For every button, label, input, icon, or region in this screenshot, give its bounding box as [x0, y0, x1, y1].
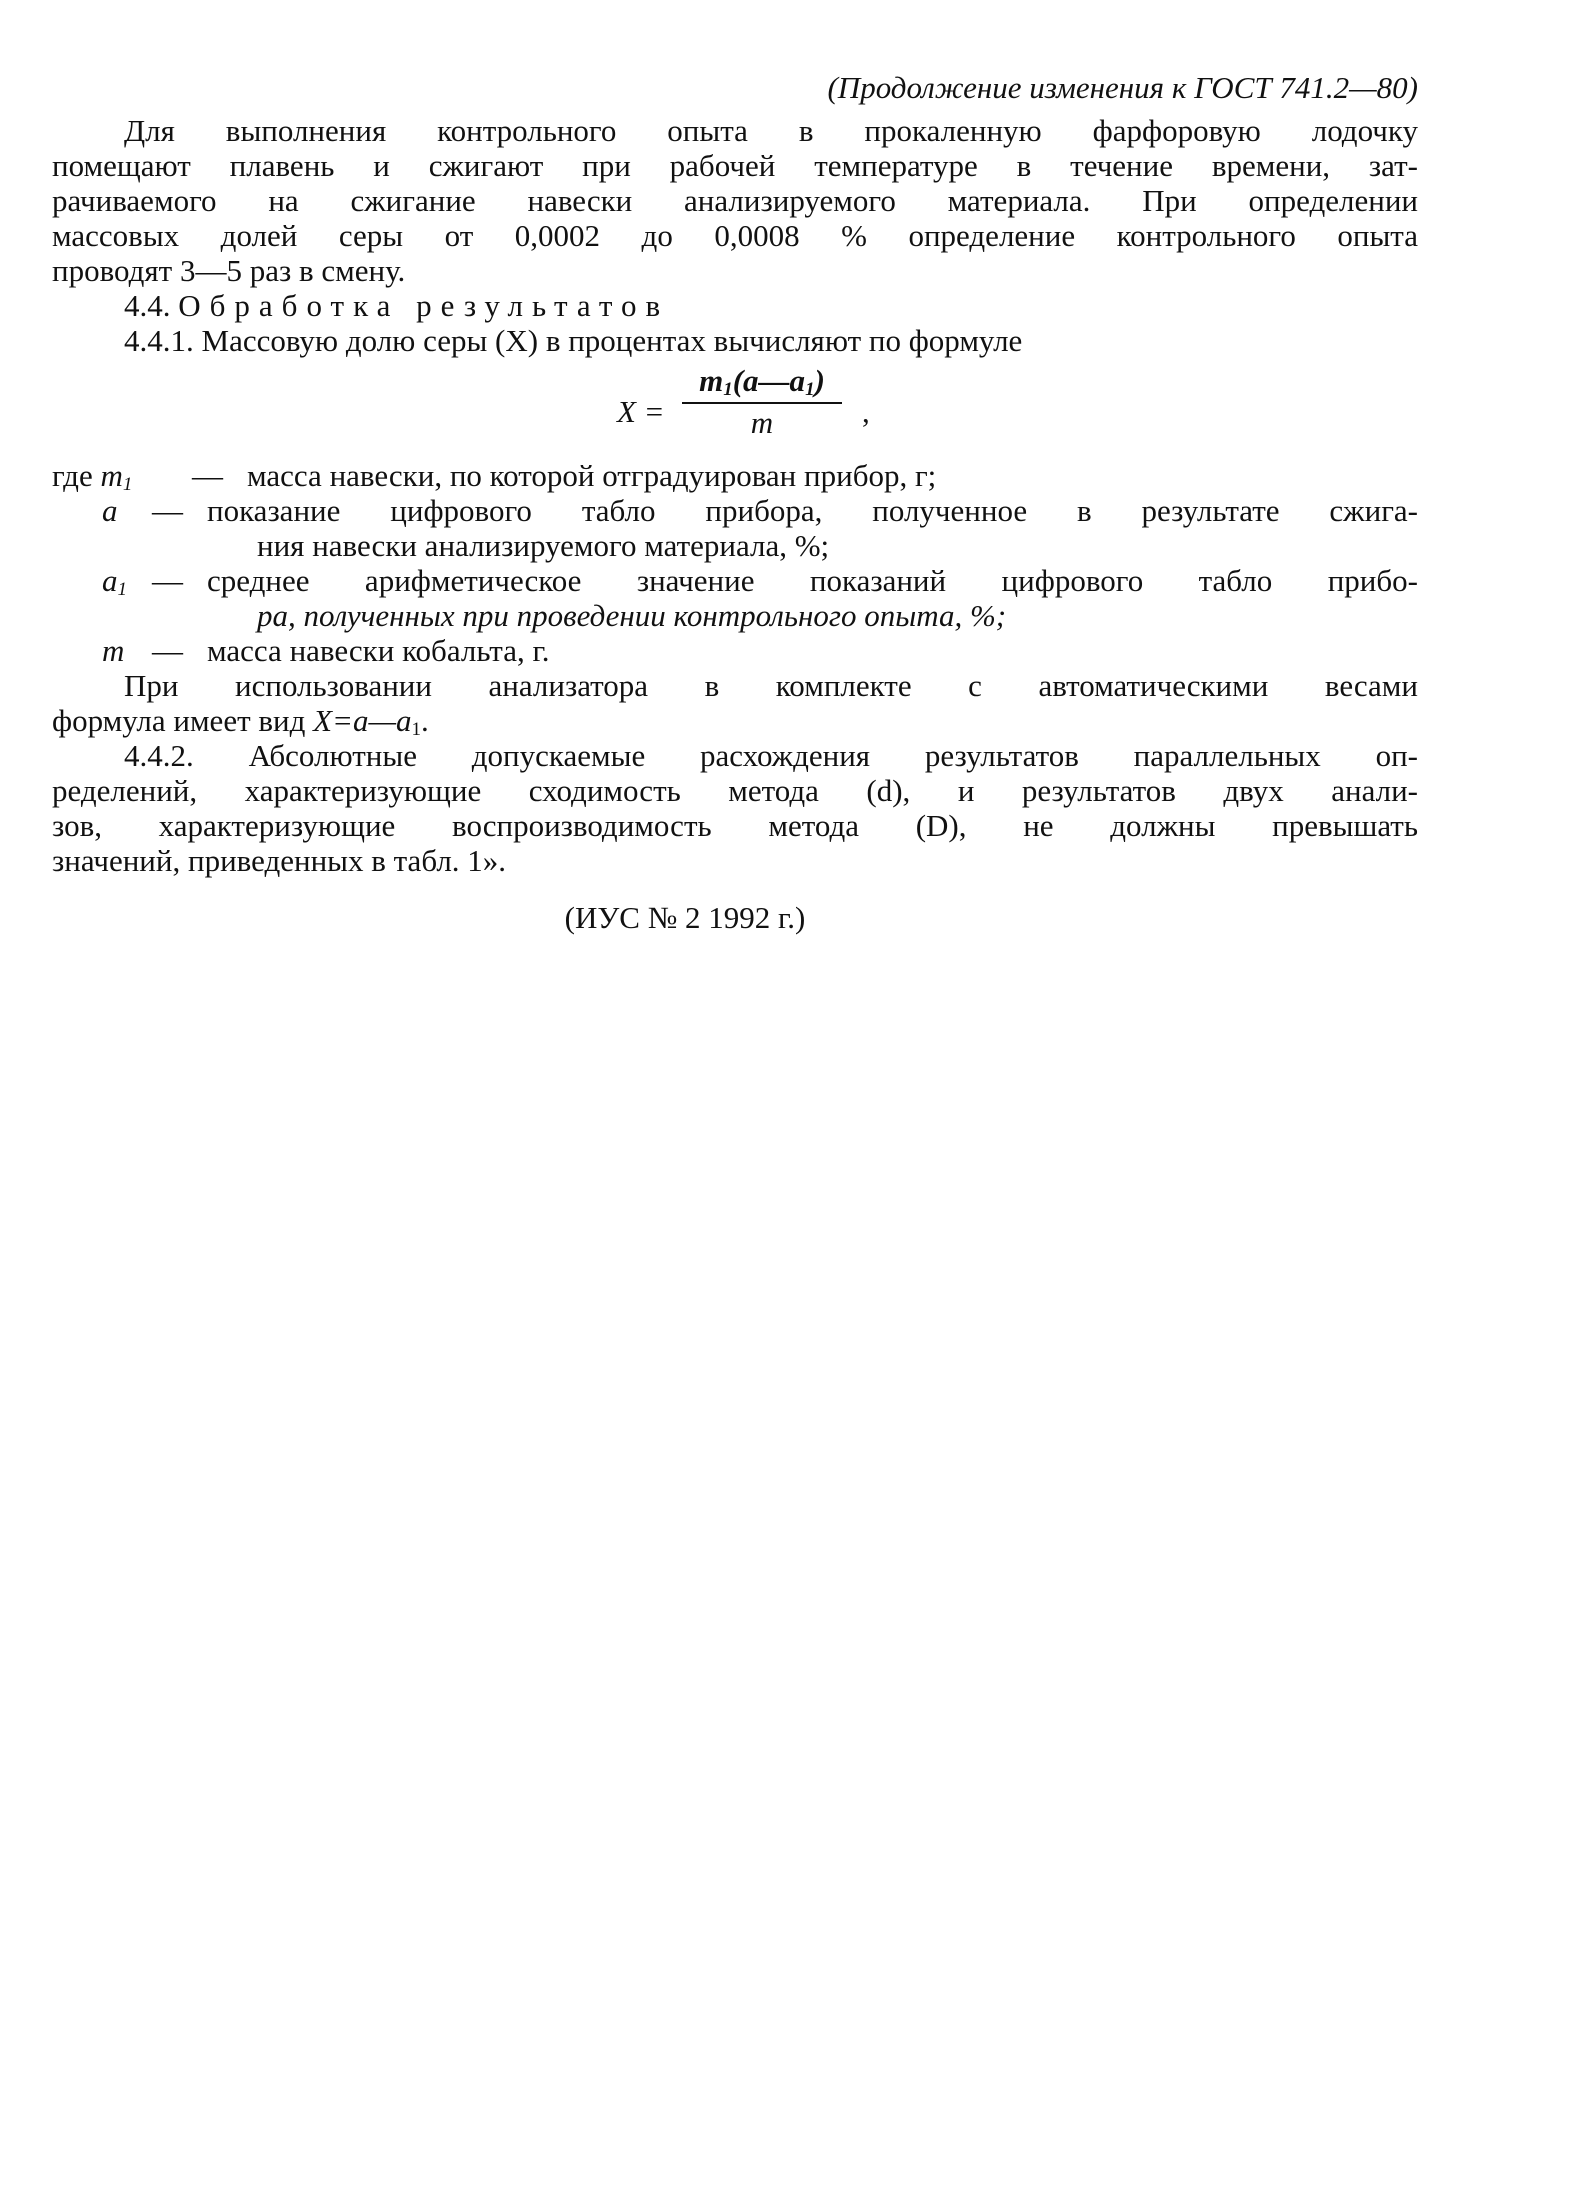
- text-line: 4.4.2. Абсолютные допускаемые расхождения результатов параллельных оп-: [124, 738, 1418, 773]
- definition-text: масса навески, по которой отградуирован прибор, г;: [247, 458, 937, 493]
- text-line: рачиваемого на сжигание навески анализируемого материала. При определении: [52, 183, 1418, 218]
- document-page: [52, 70, 1418, 935]
- dash: —: [192, 458, 223, 493]
- definition-symbol: [52, 633, 152, 668]
- formula-lhs: X =: [617, 394, 665, 429]
- formula: [52, 358, 1418, 458]
- definition-text: показание цифрового табло прибора, полученное в результате сжига-: [207, 493, 1418, 528]
- subscript: 1: [117, 579, 127, 600]
- dash: —: [152, 563, 183, 598]
- definition-m: [52, 633, 1418, 668]
- dash: —: [152, 633, 183, 668]
- text-line: помещают плавень и сжигают при рабочей температуре в течение времени, зат-: [52, 148, 1418, 183]
- definitions-list: [52, 458, 1418, 668]
- section-heading-4-4: [52, 288, 1418, 323]
- definition-text-continued: ра, полученных при проведении контрольного опыта, %;: [257, 598, 1007, 633]
- continuation-header: (Продолжение изменения к ГОСТ 741.2—80): [827, 70, 1418, 105]
- paragraph-control-experiment: [52, 113, 1418, 288]
- definition-a1: [52, 563, 1418, 598]
- symbol: m: [102, 633, 125, 668]
- definition-m1: [52, 458, 1418, 493]
- definition-symbol: [52, 458, 192, 493]
- formula-numerator: [682, 364, 842, 398]
- formula-denominator: m: [750, 405, 774, 440]
- text-line: ределений, характеризующие сходимость метода (d), и результатов двух анали-: [52, 773, 1418, 808]
- text-fragment: .: [421, 703, 429, 738]
- definition-text-continued: ния навески анализируемого материала, %;: [257, 528, 830, 563]
- where-label: где: [52, 458, 93, 493]
- paren-close: ): [814, 363, 825, 398]
- subscript: 1: [411, 719, 422, 740]
- subscript: 1: [122, 474, 133, 495]
- amendment-source: (ИУС № 2 1992 г.): [564, 900, 806, 935]
- subscript: 1: [805, 379, 815, 400]
- text-line: [52, 703, 1418, 738]
- fraction-bar: [682, 402, 842, 404]
- text-line: массовых долей серы от 0,0002 до 0,0008 % определение контрольного опыта: [52, 218, 1418, 253]
- text-line: проводят 3—5 раз в смену.: [52, 253, 406, 288]
- definition-text: среднее арифметическое значение показаний цифрового табло прибо-: [207, 563, 1418, 598]
- section-4-4-1: 4.4.1. Массовую долю серы (X) в процентах вычисляют по формуле: [124, 323, 1023, 358]
- formula-fraction: [682, 364, 842, 440]
- text-line: Для выполнения контрольного опыта в прокаленную фарфоровую лодочку: [124, 113, 1418, 148]
- symbol: m: [100, 458, 123, 493]
- inline-formula: X=a—a: [313, 703, 412, 738]
- definition-symbol: [52, 563, 152, 598]
- dash: —: [152, 493, 183, 528]
- formula-comma: ,: [862, 394, 870, 429]
- symbol: a: [102, 563, 118, 598]
- paragraph-auto-scales: [52, 668, 1418, 738]
- text-fragment: формула имеет вид: [52, 703, 314, 738]
- text-line: При использовании анализатора в комплекте с автоматическими весами: [124, 668, 1418, 703]
- var-a-minus-a: (a—a: [732, 363, 806, 398]
- definition-text: масса навески кобальта, г.: [207, 633, 550, 668]
- subscript: 1: [723, 379, 733, 400]
- section-number: 4.4.: [124, 288, 171, 323]
- symbol: a: [102, 493, 118, 528]
- var-m: m: [699, 363, 724, 398]
- text-line: значений, приведенных в табл. 1».: [52, 843, 507, 878]
- section-4-4-2: [52, 738, 1418, 878]
- text-line: зов, характеризующие воспроизводимость метода (D), не должны превышать: [52, 808, 1418, 843]
- definition-a: [52, 493, 1418, 528]
- section-title: Обработка результатов: [178, 288, 670, 323]
- definition-symbol: [52, 493, 152, 528]
